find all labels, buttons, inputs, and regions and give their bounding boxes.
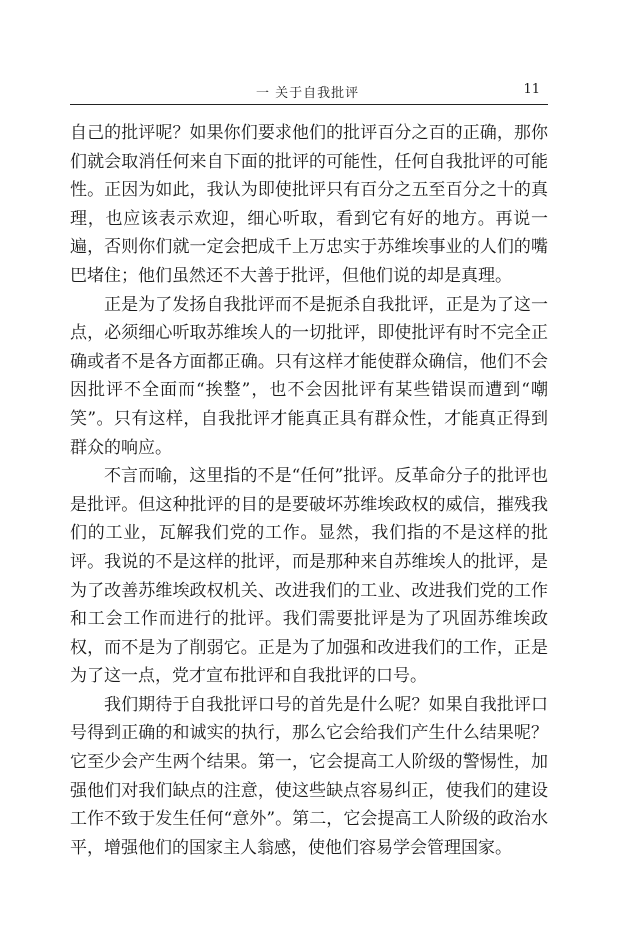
header-rule bbox=[70, 104, 548, 105]
page-number: 11 bbox=[523, 82, 540, 97]
paragraph-2: 正是为了发扬自我批评而不是扼杀自我批评，正是为了这一点，必须细心听取苏维埃人的一切批评，即使批评有时不完全正确或者不是各方面都正确。只有这样才能使群众确信，他们不会因批评不全面而“挨整”，也不会因批评有某些错误而遭到“嘲笑”。只有这样，自我批评才能真正具有群众性，才能真正得到群众的响应。 bbox=[70, 294, 548, 458]
running-header bbox=[70, 82, 550, 110]
paragraph-4: 我们期待于自我批评口号的首先是什么呢？如果自我批评口号得到正确的和诚实的执行，那么它会给我们产生什么结果呢？它至少会产生两个结果。第一，它会提高工人阶级的警惕性，加强他们对我们缺点的注意，使这些缺点容易纠正，使我们的建设工作不致于发生任何“意外”。第二，它会提高工人阶级的政治水平，增强他们的国家主人翁感，使他们容易学会管理国家。 bbox=[70, 694, 548, 858]
body-text bbox=[70, 119, 548, 862]
chapter-title: 一 关于自我批评 bbox=[256, 86, 360, 101]
paragraph-3: 不言而喻，这里指的不是“任何”批评。反革命分子的批评也是批评。但这种批评的目的是要破坏苏维埃政权的威信，摧残我们的工业，瓦解我们党的工作。显然，我们指的不是这样的批评。我说的不是这样的批评，而是那种来自苏维埃人的批评，是为了改善苏维埃政权机关、改进我们的工业、改进我们党的工作和工会工作而进行的批评。我们需要批评是为了巩固苏维埃政权，而不是为了削弱它。正是为了加强和改进我们的工作，正是为了这一点，党才宣布批评和自我批评的口号。 bbox=[70, 466, 548, 687]
paragraph-1: 自己的批评呢？如果你们要求他们的批评百分之百的正确，那你们就会取消任何来自下面的批评的可能性，任何自我批评的可能性。正因为如此，我认为即使批评只有百分之五至百分之十的真理，也应该表示欢迎，细心听取，看到它有好的地方。再说一遍，否则你们就一定会把成千上万忠实于苏维埃事业的人们的嘴巴堵住；他们虽然还不大善于批评，但他们说的却是真理。 bbox=[70, 123, 548, 286]
